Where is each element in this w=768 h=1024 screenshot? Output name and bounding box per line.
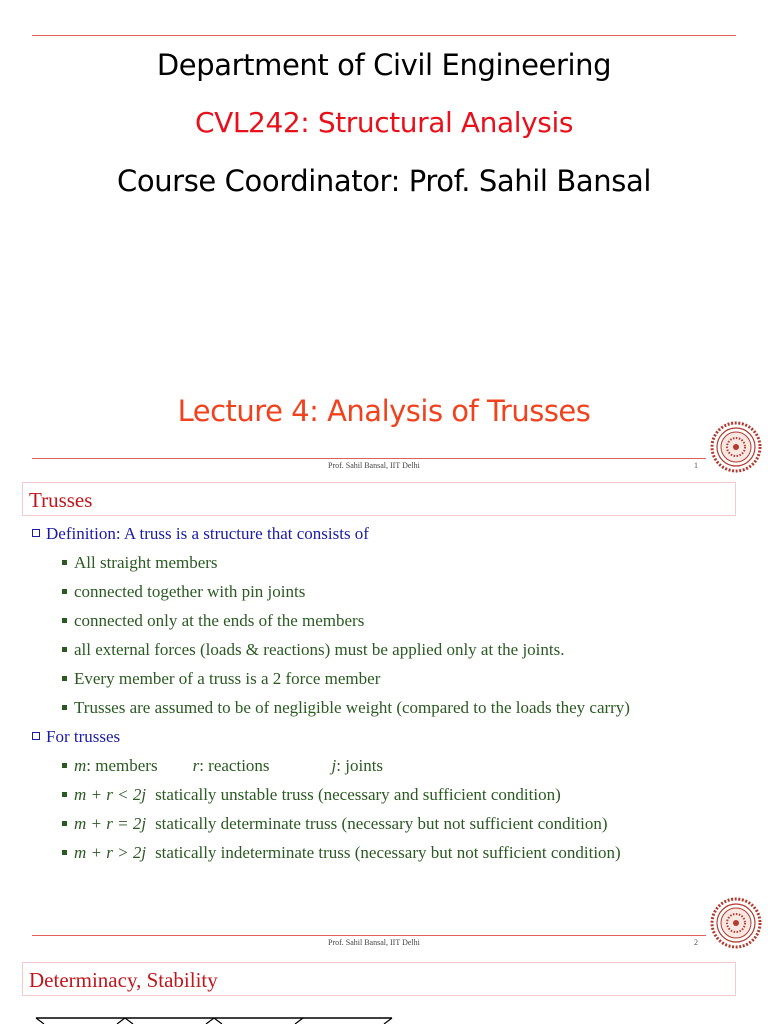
for-trusses-text: For trusses [46,727,121,746]
slide3-title: Determinacy, Stability [29,968,218,992]
square-bullet-icon [62,792,67,797]
checkbox-bullet-icon [32,732,40,740]
for-trusses-item [32,727,120,747]
list-item-text: Every member of a truss is a 2 force member [74,669,381,688]
var-j-symbol: j [331,756,337,775]
list-item [62,669,380,689]
slide2-title: Trusses [29,488,93,512]
square-bullet-icon [62,850,67,855]
course-title: CVL242: Structural Analysis [194,106,574,139]
iit-delhi-logo-icon [710,421,762,473]
list-item [62,698,630,718]
square-bullet-icon [62,589,67,594]
square-bullet-icon [62,821,67,826]
var-m-text: : members [86,756,158,775]
list-item-text: All straight members [74,553,218,572]
condition-item [62,785,561,805]
truss-diagram-partial [30,1012,400,1024]
slide1-top-rule [32,35,736,36]
slide2-page-number: 2 [694,938,698,947]
list-item [62,611,364,631]
variables-item [62,756,383,776]
list-item-text: all external forces (loads & reactions) must be applied only at the joints. [74,640,565,659]
list-item-text: Trusses are assumed to be of negligible weight (compared to the loads they carry) [74,698,630,717]
slide1-footer-rule [32,458,706,459]
condition-item [62,814,607,834]
iit-delhi-logo-icon [710,897,762,949]
condition-expression: m + r > 2j [74,843,147,862]
slide2-footer-rule [32,935,706,936]
condition-item [62,843,621,863]
square-bullet-icon [62,647,67,652]
square-bullet-icon [62,618,67,623]
list-item-text: connected only at the ends of the members [74,611,365,630]
slide3-title-bar [22,962,736,996]
definition-item [32,524,369,544]
list-item [62,553,218,573]
list-item [62,640,565,660]
square-bullet-icon [62,705,67,710]
square-bullet-icon [62,560,67,565]
var-r-text: : reactions [199,756,270,775]
var-j-text: : joints [336,756,384,775]
slide1-footer: Prof. Sahil Bansal, IIT Delhi [328,461,420,470]
square-bullet-icon [62,763,67,768]
checkbox-bullet-icon [32,529,40,537]
list-item [62,582,305,602]
list-item-text: connected together with pin joints [74,582,306,601]
slide2-title-bar [22,482,736,516]
condition-expression: m + r = 2j [74,814,147,833]
slide1-page-number: 1 [694,461,698,470]
var-m-symbol: m [74,756,87,775]
var-r-symbol: r [192,756,200,775]
course-coordinator: Course Coordinator: Prof. Sahil Bansal [117,164,651,198]
condition-text: statically indeterminate truss (necessary but not sufficient condition) [155,843,621,862]
condition-expression: m + r < 2j [74,785,147,804]
definition-text: Definition: A truss is a structure that consists of [46,524,369,543]
lecture-title: Lecture 4: Analysis of Trusses [177,394,591,428]
square-bullet-icon [62,676,67,681]
department-title: Department of Civil Engineering [156,48,612,82]
condition-text: statically determinate truss (necessary but not sufficient condition) [155,814,608,833]
condition-text: statically unstable truss (necessary and sufficient condition) [155,785,561,804]
slide2-footer: Prof. Sahil Bansal, IIT Delhi [328,938,420,947]
